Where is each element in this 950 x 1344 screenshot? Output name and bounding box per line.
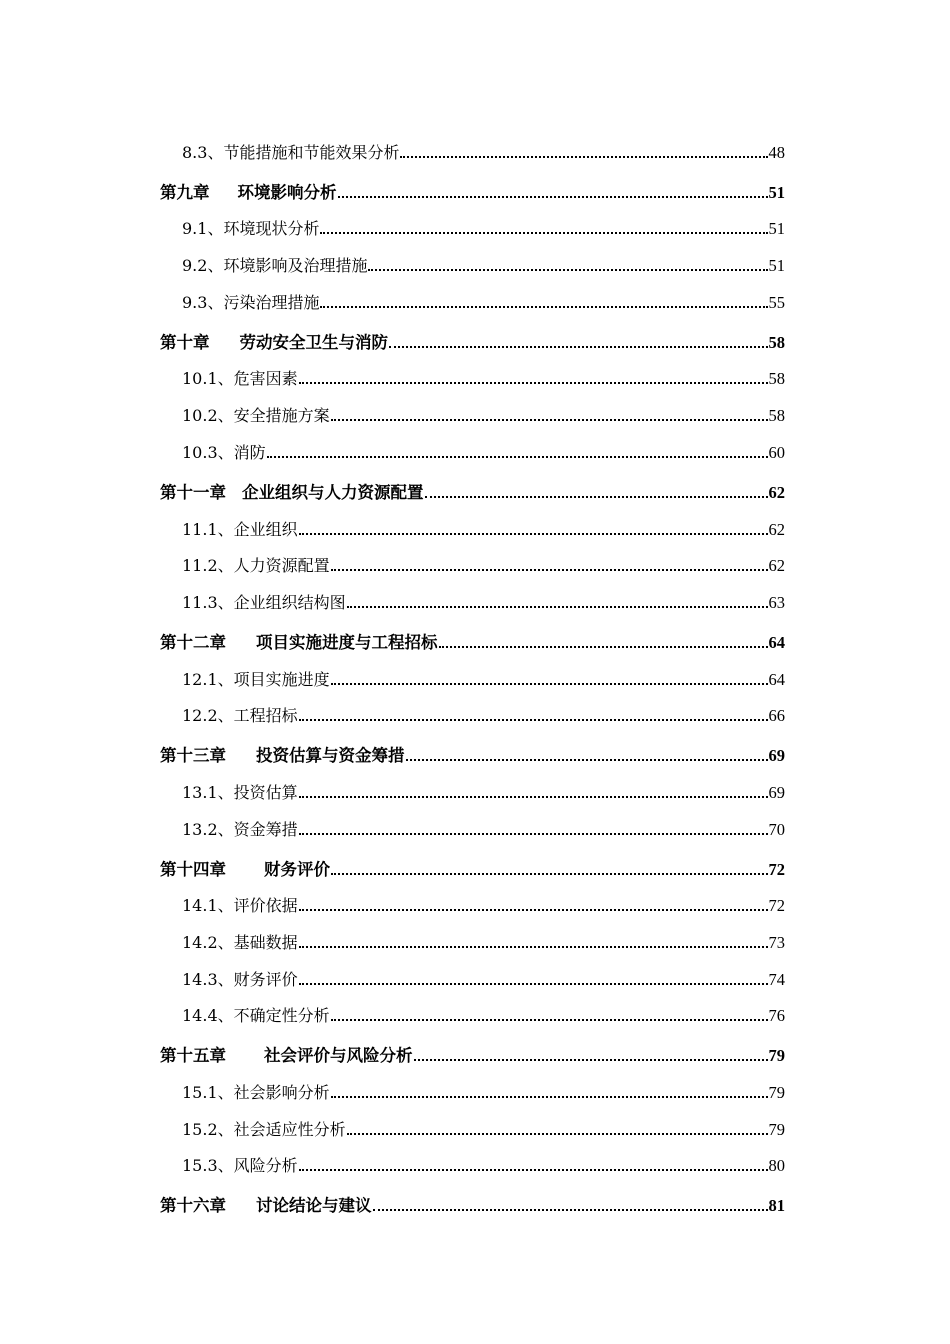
dot-leader [414,1058,768,1061]
toc-chapter-title: 讨论结论与建议 [256,1196,372,1216]
toc-page-number: 81 [768,1196,785,1216]
toc-chapter-entry[interactable] [160,1026,785,1066]
toc-chapter-entry[interactable] [160,840,785,880]
toc-page-number: 69 [768,782,785,802]
dot-leader [347,605,768,608]
toc-section-label: 10.1、危害因素 [182,369,298,389]
dot-leader [389,345,768,348]
toc-page-number: 66 [768,706,785,726]
toc-section-label: 8.3、节能措施和节能效果分析 [182,142,400,162]
toc-page-number: 80 [768,1156,785,1176]
toc-section-entry[interactable] [160,576,785,613]
toc-section-label: 15.2、社会适应性分析 [182,1119,346,1139]
toc-chapter-title: 项目实施进度与工程招标 [256,632,438,652]
toc-section-label: 15.3、风险分析 [182,1156,298,1176]
toc-chapter-label [160,179,337,203]
toc-section-entry[interactable] [160,353,785,390]
toc-chapter-title: 企业组织与人力资源配置 [242,482,424,502]
dot-leader [299,908,768,911]
dot-leader [400,155,767,158]
toc-page-number: 55 [768,292,785,312]
toc-chapter-entry[interactable] [160,163,785,203]
toc-section-entry[interactable] [160,880,785,917]
toc-page-number: 48 [768,142,785,162]
toc-section-label: 12.1、项目实施进度 [182,669,330,689]
toc-chapter-entry[interactable] [160,463,785,503]
toc-page-number: 58 [768,332,785,352]
dot-leader [299,381,768,384]
toc-chapter-entry[interactable] [160,1176,785,1216]
toc-page-number: 72 [768,859,785,879]
toc-chapter-entry[interactable] [160,726,785,766]
toc-page-number: 79 [768,1046,785,1066]
toc-section-label: 11.3、企业组织结构图 [182,592,346,612]
toc-section-label: 14.3、财务评价 [182,969,298,989]
toc-page-number: 51 [768,256,785,276]
toc-section-entry[interactable] [160,953,785,990]
dot-leader [331,568,768,571]
dot-leader [299,718,768,721]
dot-leader [331,1095,768,1098]
toc-page-number: 72 [768,896,785,916]
toc-section-entry[interactable] [160,653,785,690]
toc-section-label: 10.2、安全措施方案 [182,406,330,426]
toc-section-entry[interactable] [160,990,785,1027]
toc-chapter-number: 第十六章 [160,1196,226,1216]
toc-chapter-label [160,1192,372,1216]
toc-section-entry[interactable] [160,1140,785,1177]
toc-chapter-label [160,742,405,766]
toc-chapter-entry[interactable] [160,313,785,353]
toc-section-entry[interactable] [160,503,785,540]
dot-leader [331,682,768,685]
dot-leader [299,832,768,835]
toc-section-entry[interactable] [160,239,785,276]
toc-page-number: 64 [768,669,785,689]
toc-section-label: 11.2、人力资源配置 [182,556,330,576]
toc-chapter-number: 第十一章 [160,482,226,502]
toc-section-label: 9.3、污染治理措施 [182,292,320,312]
dot-leader [439,645,768,648]
dot-leader [347,1132,768,1135]
toc-section-label: 13.1、投资估算 [182,782,298,802]
toc-page-number: 62 [768,519,785,539]
toc-section-entry[interactable] [160,426,785,463]
toc-page-number: 58 [768,369,785,389]
toc-page-number: 79 [768,1119,785,1139]
dot-leader [299,1168,768,1171]
toc-section-entry[interactable] [160,766,785,803]
toc-page-number: 69 [768,746,785,766]
toc-chapter-number: 第十五章 [160,1046,226,1066]
dot-leader [299,795,768,798]
toc-section-label: 9.1、环境现状分析 [182,219,320,239]
toc-chapter-number: 第十四章 [160,859,226,879]
toc-chapter-label [160,1042,413,1066]
toc-page-number: 51 [768,182,785,202]
toc-section-entry[interactable] [160,276,785,313]
toc-chapter-title: 社会评价与风险分析 [264,1046,413,1066]
toc-page-number: 51 [768,219,785,239]
toc-section-label: 13.2、资金筹措 [182,819,298,839]
toc-section-label: 9.2、环境影响及治理措施 [182,256,368,276]
dot-leader [338,195,768,198]
dot-leader [368,268,767,271]
toc-chapter-number: 第十二章 [160,632,226,652]
toc-page-number: 74 [768,969,785,989]
toc-page-number: 70 [768,819,785,839]
dot-leader [320,231,767,234]
toc-chapter-number: 第九章 [160,182,210,202]
dot-leader [299,982,768,985]
dot-leader [299,532,768,535]
dot-leader [373,1208,768,1211]
toc-section-entry[interactable] [160,389,785,426]
toc-page-number: 60 [768,442,785,462]
toc-section-entry[interactable] [160,916,785,953]
toc-page-number: 79 [768,1083,785,1103]
toc-section-entry[interactable] [160,126,785,163]
toc-chapter-label [160,479,424,503]
dot-leader [267,455,768,458]
toc-chapter-title: 财务评价 [264,859,330,879]
table-of-contents [160,126,785,1216]
toc-section-entry[interactable] [160,540,785,577]
toc-section-entry[interactable] [160,1103,785,1140]
toc-section-entry[interactable] [160,1066,785,1103]
toc-section-label: 14.2、基础数据 [182,933,298,952]
toc-chapter-number: 第十章 [160,332,210,352]
toc-chapter-label [160,629,438,653]
toc-chapter-label [160,856,330,880]
toc-page-number: 62 [768,556,785,576]
toc-page-number: 58 [768,406,785,426]
dot-leader [331,872,768,875]
toc-page-number: 64 [768,632,785,652]
dot-leader [425,495,768,498]
toc-section-label: 10.3、消防 [182,442,266,462]
toc-chapter-number: 第十三章 [160,746,226,766]
dot-leader [299,945,768,948]
toc-section-label: 15.1、社会影响分析 [182,1083,330,1103]
dot-leader [406,758,768,761]
toc-chapter-title: 劳动安全卫生与消防 [239,332,388,352]
toc-section-label: 14.1、评价依据 [182,896,298,916]
toc-section-label: 11.1、企业组织 [182,519,298,539]
toc-page-number: 63 [768,592,785,612]
toc-section-label: 14.4、不确定性分析 [182,1006,330,1026]
toc-chapter-label [160,329,388,353]
dot-leader [331,418,768,421]
toc-page-number: 73 [768,933,785,952]
toc-section-entry[interactable] [160,803,785,840]
toc-page-number: 76 [768,1006,785,1026]
toc-chapter-entry[interactable] [160,613,785,653]
toc-section-entry[interactable] [160,203,785,240]
toc-section-entry[interactable] [160,690,785,727]
dot-leader [331,1018,768,1021]
toc-page-number: 62 [768,482,785,502]
toc-section-label: 12.2、工程招标 [182,706,298,726]
toc-chapter-title: 投资估算与资金筹措 [256,746,405,766]
toc-chapter-title: 环境影响分析 [237,182,337,202]
dot-leader [320,305,767,308]
